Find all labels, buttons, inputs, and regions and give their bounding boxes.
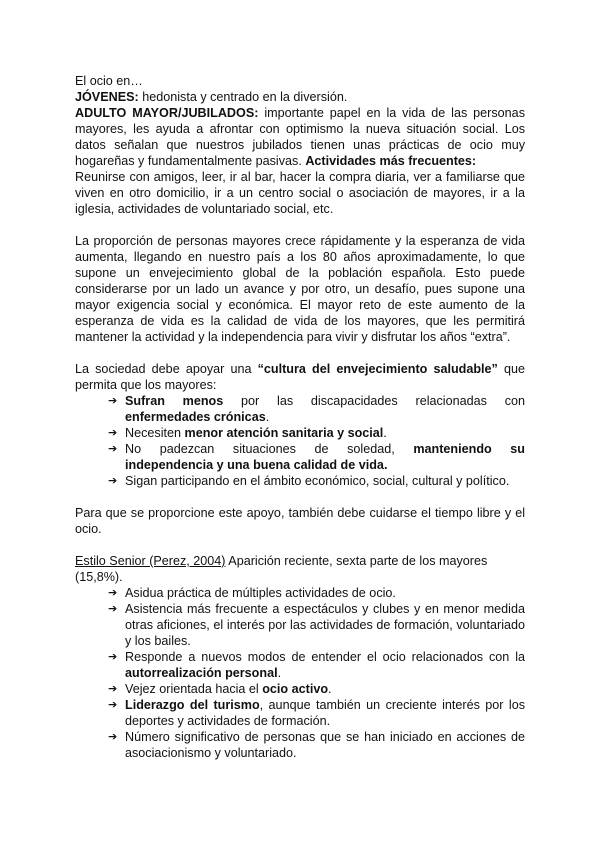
list-item <box>108 585 525 601</box>
arrow-icon: ➔ <box>108 682 118 695</box>
item-bold: autorrealización personal <box>125 666 278 680</box>
item-bold: manteniendo su independencia y una buena calidad de vida. <box>125 442 526 472</box>
jovenes-line <box>75 89 525 105</box>
item-text: Número significativo de personas que se han iniciado en acciones de asociacionismo y voluntariado. <box>125 730 525 760</box>
society-post: que permita que los mayores: <box>75 362 526 392</box>
item-text: . <box>265 410 270 424</box>
society-paragraph <box>75 361 525 393</box>
item-text: . <box>277 666 282 680</box>
estilo-line <box>75 553 525 585</box>
arrow-icon: ➔ <box>108 602 118 615</box>
society-list <box>75 393 525 489</box>
list-item <box>108 649 525 681</box>
list-item <box>108 441 525 473</box>
estilo-link: Estilo Senior (Perez, 2004) <box>75 554 226 568</box>
item-bold: Liderazgo del turismo <box>125 698 260 712</box>
item-text: . <box>383 426 387 440</box>
adulto-text: importante papel en la vida de las personas mayores, les ayuda a afrontar con optimismo la nueva situación social. Los datos señalan que nuestros jubilados tienen unas prácticas de ocio muy hogareñas y fundamentalmente pasivas. <box>75 106 525 168</box>
item-text: Asistencia más frecuente a espectáculos y clubes y en menor medida otras aficiones, el interés por las actividades de formación, voluntariado y los bailes. <box>125 602 525 648</box>
arrow-icon: ➔ <box>108 394 118 407</box>
item-text: Necesiten <box>125 426 185 440</box>
arrow-icon: ➔ <box>108 650 118 663</box>
arrow-icon: ➔ <box>108 426 118 439</box>
list-item <box>108 473 525 489</box>
proportion-paragraph: La proporción de personas mayores crece rápidamente y la esperanza de vida aumenta, llegando en nuestro país a los 80 años aproximadamente, lo que supone un envejecimiento global de la población española. Esto puede considerarse por un lado un avance y por otro, un desafío, pues supone una mayor exigencia social y económica. El mayor reto de este aumento de la esperanza de vida es la calidad de vida de los mayores, que les permitirá mantener la actividad y la independencia para vivir y disfrutar los años “extra”. <box>75 234 525 344</box>
activities-label: Actividades más frecuentes: <box>305 154 477 168</box>
item-text: Asidua práctica de múltiples actividades de ocio. <box>125 586 396 600</box>
item-bold: enfermedades crónicas <box>125 410 266 424</box>
estilo-list <box>75 585 525 761</box>
list-item <box>108 393 525 425</box>
item-text: , aunque también un creciente interés por los deportes y actividades de formación. <box>125 698 525 728</box>
item-text: Vejez orientada hacia el <box>125 682 263 696</box>
list-item <box>108 729 525 761</box>
adulto-label: ADULTO MAYOR/JUBILADOS: <box>75 106 259 120</box>
adulto-paragraph <box>75 105 525 169</box>
activities-paragraph: Reunirse con amigos, leer, ir al bar, hacer la compra diaria, ver a familiarse que viven en otro domicilio, ir a un centro social o asociación de mayores, ir a la iglesia, actividades de voluntariado social, etc. <box>75 170 525 216</box>
arrow-icon: ➔ <box>108 730 118 743</box>
jovenes-label: JÓVENES: <box>75 90 139 104</box>
item-text: No padezcan situaciones de soledad, <box>125 442 414 456</box>
item-text: Responde a nuevos modos de entender el ocio relacionados con la <box>125 650 525 664</box>
arrow-icon: ➔ <box>108 698 118 711</box>
intro-line: El ocio en… <box>75 74 143 88</box>
arrow-icon: ➔ <box>108 442 118 455</box>
item-bold: menor atención sanitaria y social <box>184 426 384 440</box>
item-text: . <box>328 682 332 696</box>
item-text: por las discapacidades relacionadas con <box>223 394 525 408</box>
item-bold: Sufran menos <box>125 394 224 408</box>
list-item <box>108 681 525 697</box>
arrow-icon: ➔ <box>108 586 118 599</box>
list-item <box>108 601 525 649</box>
estilo-text: Aparición reciente, sexta parte de los mayores (15,8%). <box>75 554 488 584</box>
jovenes-text: hedonista y centrado en la diversión. <box>138 90 348 104</box>
item-bold: ocio activo <box>262 682 329 696</box>
list-item <box>108 697 525 729</box>
item-text: Sigan participando en el ámbito económico, social, cultural y político. <box>125 474 510 488</box>
arrow-icon: ➔ <box>108 474 118 487</box>
society-bold: “cultura del envejecimiento saludable” <box>257 362 498 376</box>
list-item <box>108 425 525 441</box>
society-pre: La sociedad debe apoyar una <box>75 362 258 376</box>
support-paragraph: Para que se proporcione este apoyo, también debe cuidarse el tiempo libre y el ocio. <box>75 506 525 536</box>
